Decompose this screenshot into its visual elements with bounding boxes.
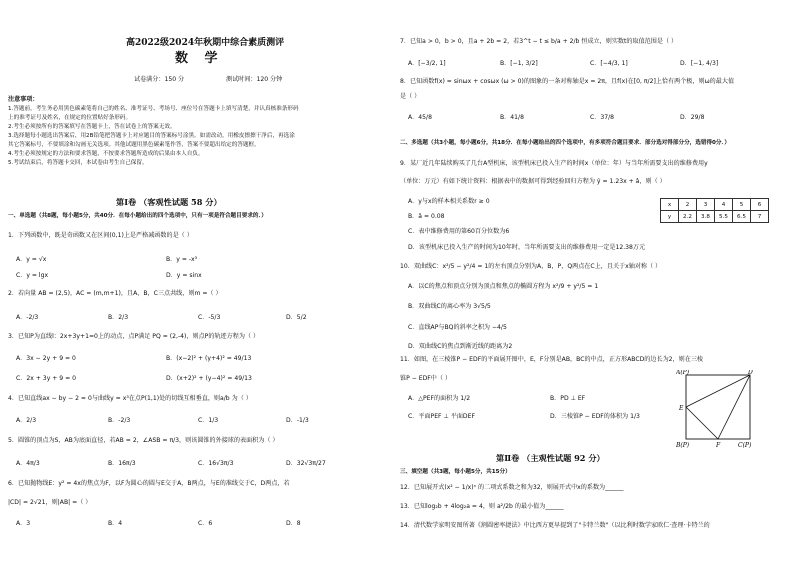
table-cell: 2 xyxy=(679,199,697,211)
label-cp: C(P) xyxy=(738,442,752,449)
q5-option-a: A．4π/3 xyxy=(16,460,40,467)
q5-stem: 5．圆锥的顶点为S，AB为底面直径，若AB = 2，∠ASB = π/3，则该圆锥的外接球的表面积为（ ） xyxy=(8,437,279,444)
q4-option-b: B．-2/3 xyxy=(108,417,131,424)
q7-stem: 7．已知a > 0，b > 0，且a + 2b = 2，若3^t − t ≤ b/a + 2/b 恒成立，则实数t的取值范围是（ ） xyxy=(400,38,678,45)
q11-option-d: D．三棱锥P − EDF的体积为 1/3 xyxy=(550,413,640,420)
table-cell: 6.5 xyxy=(733,211,751,223)
q4-option-c: C．1/3 xyxy=(198,417,219,424)
right-column xyxy=(400,0,788,562)
q1-stem: 1．下列函数中，既是奇函数又在区间(0,1)上是严格减函数的是（ ） xyxy=(8,232,193,239)
label-ap: A(P) xyxy=(676,370,690,376)
note-line: 其它答案标号，不要填涂和勾画无关选项。其他试题用黑色碳素笔作答，答案不要超出给定的答题框。 xyxy=(8,142,260,148)
q11-option-a: A．△PEF的面积为 1/2 xyxy=(408,395,471,402)
q9-option-c: C．表中维修费用的第60百分位数为6 xyxy=(408,228,510,235)
table-row xyxy=(661,199,769,211)
q7-option-d: D．[−1, 4/3] xyxy=(680,60,719,67)
q3-option-c: C．2x + 3y + 9 = 0 xyxy=(16,375,77,382)
q5-option-d: D．32√3π/27 xyxy=(286,460,326,467)
q4-stem: 4．已知直线ax − by − 2 = 0与曲线y = x³在点P(1,1)处的切线互相垂直，则a/b 为（ ） xyxy=(8,395,252,402)
note-line: 1.答题前，考生务必用黑色碳素笔将自己的姓名、准考证号、考场号、座位号在答题卡上填写清楚，并认真核准条形码 xyxy=(8,106,299,112)
q1-option-a: A．y = √x xyxy=(16,256,47,263)
q3-stem: 3．已知P为直线l：2x+3y+1=0上的动点，点P满足 PQ = (2,-4)，则点P的轨迹方程为（ ） xyxy=(8,333,260,340)
q3-option-a: A．3x − 2y + 9 = 0 xyxy=(16,355,76,362)
table-cell: 4 xyxy=(715,199,733,211)
q6-option-c: C．6 xyxy=(198,520,213,527)
q13-stem: 13．已知log₂b + 4log₂a = 4，则 a²/2b 的最小值为______ xyxy=(400,503,564,510)
q3-option-b: B．(x−2)² + (y+4)² = 49/13 xyxy=(166,355,252,362)
table-cell: 2.2 xyxy=(679,211,697,223)
q10-option-c: C．直线AP与BQ的斜率之积为 −4/5 xyxy=(408,324,507,331)
q11-option-c: C．平面PEF ⊥ 平面DEF xyxy=(408,413,475,420)
q3-option-d: D．(x+2)² + (y−4)² = 49/13 xyxy=(166,375,252,382)
part2-heading: 第Ⅱ卷 （主观性试题 92 分） xyxy=(496,453,605,463)
q8-stem-cont: 是（ ） xyxy=(400,93,421,100)
q2-option-b: B．2/3 xyxy=(108,314,129,321)
q11-stem-cont: 锥P − EDF中（ ） xyxy=(400,375,452,382)
note-line: 3.选择题每小题选出答案后，用2B铅笔把答题卡上对应题目的答案标号涂黑。如需改动，用橡皮擦擦干净后，再选涂 xyxy=(8,133,295,139)
table-cell: 7 xyxy=(751,211,769,223)
q1-option-b: B．y = -x³ xyxy=(166,256,198,263)
label-f: F xyxy=(716,442,721,449)
part1-heading: 第Ⅰ卷 （客观性试题 58 分） xyxy=(116,197,222,207)
note-line: 上的准考证号及姓名，在规定的位置贴好条形码。 xyxy=(8,115,132,121)
subject-title: 数 学 xyxy=(175,51,224,66)
q11-option-b: B．PD ⊥ EF xyxy=(550,395,586,402)
q2-option-a: A．-2/3 xyxy=(16,314,39,321)
table-cell: 6 xyxy=(751,199,769,211)
square-abcd xyxy=(686,375,750,439)
table-cell: 3.8 xyxy=(697,211,715,223)
q11-figure xyxy=(676,370,756,450)
label-bp: B(P) xyxy=(676,442,690,449)
note-line: 5.考试结束后，将答题卡交回，本试卷由考生自己保留。 xyxy=(8,160,148,166)
q6-option-b: B．4 xyxy=(108,520,123,527)
note-line: 2.考生必须按所有的答案填写在答题卡上，答在试卷上的答案无效。 xyxy=(8,124,176,130)
q8-option-c: C．37/8 xyxy=(590,114,615,121)
segment-de xyxy=(686,375,750,407)
q6-stem-cont: |CD| = 2√21，则|AB| =（ ） xyxy=(8,499,92,506)
table-cell: 5.5 xyxy=(715,211,733,223)
q5-option-b: B．16π/3 xyxy=(108,460,136,467)
q8-option-b: B．41/8 xyxy=(500,114,524,121)
q1-option-d: D．y = sinx xyxy=(166,272,202,279)
q1-option-c: C．y = lgx xyxy=(16,272,49,279)
exam-time: 测试时间：120 分钟 xyxy=(226,76,283,83)
q7-option-b: B．[−1, 3/2] xyxy=(500,60,538,67)
q8-option-d: D．29/8 xyxy=(680,114,705,121)
q7-option-a: A．[−3/2, 1] xyxy=(408,60,446,67)
q8-stem: 8．已知函数f(x) = sinωx + cosωx (ω > 0)的图象的一条对称轴是x = 2π，且f(x)在[0, π/2]上恰有两个极，则ω的最大值 xyxy=(400,78,735,85)
notes-heading: 注意事项： xyxy=(8,96,39,103)
q8-option-a: A．45/8 xyxy=(408,114,432,121)
exam-title: 高2022级2024年秋期中综合素质测评 xyxy=(126,38,285,48)
q11-stem: 11．如图，在三棱锥P − EDF的平面展开图中，E，F分别是AB，BC的中点，正方形ABCD的边长为2，则在三棱 xyxy=(400,356,704,363)
q9-data-table xyxy=(660,198,769,223)
note-line: 4.考生必须按规定的方法和要求答题，不按要求答题所造成的后果由本人自负。 xyxy=(8,151,204,157)
q2-option-c: C．-5/3 xyxy=(198,314,221,321)
section2-heading: 二、多选题（共3小题，每小题6分，共18分．在每小题给出的四个选项中，有多项符合题目要求．部分选对得部分分，选错得0分．） xyxy=(400,140,730,146)
q14-stem: 14．清代数学家明安图所著《割圆密率捷法》中比西方更早提到了"卡特兰数"（以比利时数学家欧仁·查理·卡特兰的 xyxy=(400,522,710,529)
table-cell: 5 xyxy=(733,199,751,211)
q9-option-d: D．该型机床已投入生产的时间为10年时，当年所需要支出的维修费用一定是12.38万元 xyxy=(408,244,646,251)
q9-stem: 9．某厂近几年陆续购买了几台A型机床，该型机床已投入生产的时间x（单位：年）与当年所需要支出的维修费用y xyxy=(400,160,708,167)
table-cell: y xyxy=(661,211,679,223)
q10-option-b: B．双曲线C的离心率为 3√5/5 xyxy=(408,303,491,310)
q4-option-d: D．-1/3 xyxy=(286,417,309,424)
q7-option-c: C．[−4/3, 1] xyxy=(590,60,628,67)
label-d: D xyxy=(748,370,753,376)
label-e: E xyxy=(679,405,684,412)
q10-option-d: D．双曲线C的焦点到渐近线的距离为2 xyxy=(408,343,513,350)
table-row xyxy=(661,211,769,223)
left-column xyxy=(8,0,393,562)
q10-stem: 10．双曲线C：x²/5 − y²/4 = 1的左右顶点分别为A，B，P，Q两点在C上，且关于x轴对称（ ） xyxy=(400,263,662,270)
q6-option-a: A．3 xyxy=(16,520,31,527)
q6-option-d: D．8 xyxy=(286,520,301,527)
section3-heading: 三、填空题（共3题，每小题5分，共15分） xyxy=(400,469,511,475)
q4-option-a: A．2/3 xyxy=(16,417,37,424)
segment-df xyxy=(718,375,750,439)
q9-option-b: B．â = 0.08 xyxy=(408,213,445,220)
q10-option-a: A．以C的焦点和顶点分别为顶点和焦点的椭圆方程为 x²/9 + y²/5 = 1 xyxy=(408,283,599,290)
section1-heading: 一、单选题（共8题，每小题5分，共40分．在每小题给出的四个选项中，只有一项是符合题目要求的．） xyxy=(8,213,267,219)
q12-stem: 12．已知展开式(x² − 1/x)ⁿ 的二项式系数之和为32，则展开式中x的系数为______ xyxy=(400,484,624,491)
q9-option-a: A．y与x的样本相关系数r ≥ 0 xyxy=(408,198,490,205)
q5-option-c: C．16√3π/3 xyxy=(198,460,234,467)
q2-stem: 2．若向量 AB = (2,5)，AC = (m,m+1)，且A，B，C三点共线，则m =（ ） xyxy=(8,290,222,297)
table-cell: 3 xyxy=(697,199,715,211)
segment-ef xyxy=(686,407,718,439)
q6-stem: 6．已知抛物线E：y² = 4x的焦点为F，以F为圆心的圆与E交于A，B两点，与E的准线交于C，D两点，若 xyxy=(8,480,290,487)
q9-stem-cont: （单位：万元）有如下统计资料：根据表中的数据可得到经验回归方程为 ŷ = 1.23x + â，则（ ） xyxy=(400,178,666,185)
q2-option-d: D．5/2 xyxy=(286,314,307,321)
table-cell: x xyxy=(661,199,679,211)
full-score: 试卷满分：150 分 xyxy=(134,76,185,83)
